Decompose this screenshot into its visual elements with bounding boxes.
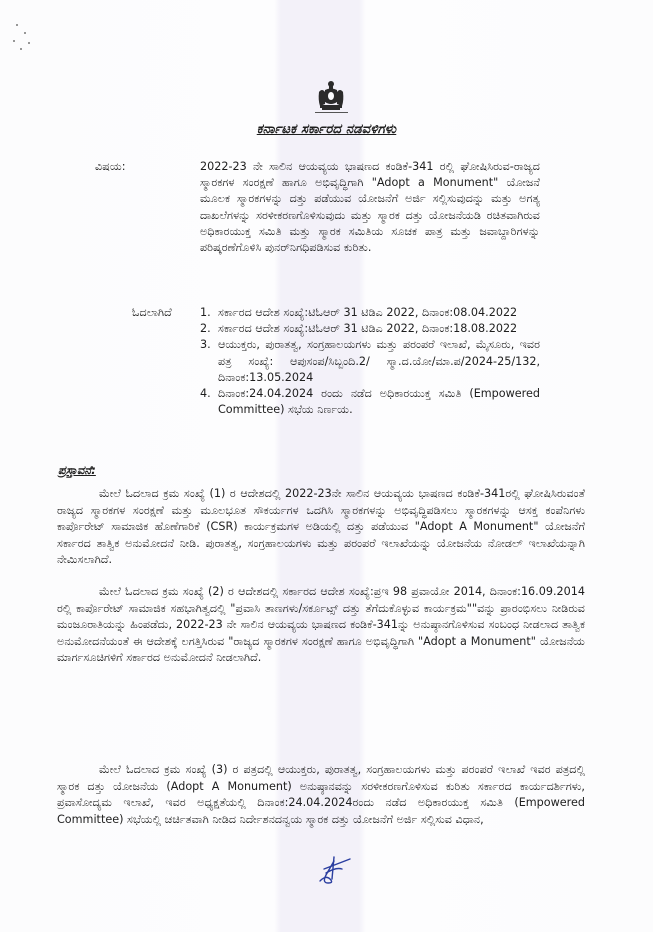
reference-text: ಸರ್ಕಾರದ ಆದೇಶ ಸಂಖ್ಯೆ:ಟಿಓಆರ್ 31 ಟಿಡಿಎ 2022, ದಿನಾಂಕ:08.04.2022: [218, 306, 518, 319]
subject-label: ವಿಷಯ:: [95, 160, 126, 173]
reference-item: [200, 337, 540, 386]
reference-number: 1.: [200, 306, 211, 319]
reference-text: ಸರ್ಕಾರದ ಆದೇಶ ಸಂಖ್ಯೆ:ಟಿಓಆರ್ 31 ಟಿಡಿಎ 2022, ದಿನಾಂಕ:18.08.2022: [218, 322, 518, 336]
karnataka-emblem-icon: [316, 80, 346, 112]
signature-initials: [314, 853, 354, 887]
scan-specks: [10, 22, 40, 62]
preamble-paragraph-3: ಮೇಲೆ ಓದಲಾದ ಕ್ರಮ ಸಂಖ್ಯೆ (3) ರ ಪತ್ರದಲ್ಲಿ ಆಯುಕ್ತರು, ಪುರಾತತ್ವ, ಸಂಗ್ರಹಾಲಯಗಳು ಮತ್ತು ಪರಂಪರೆ ಇಲಾಖೆ ಇವರ ಪತ್ರದಲ್ಲಿ ಸ್ಮಾರಕ ದತ್ತು ಯೋಜನೆಯ (Adopt A Monument) ಅನುಷ್ಠಾನವನ್ನು ಸರಳೀಕರಣಗೊಳಿಸುವ ಕುರಿತು ಸರ್ಕಾರದ ಕಾರ್ಯದರ್ಶಿಗಳು, ಪ್ರವಾಸೋದ್ಯಮ ಇಲಾಖೆ, ಇವರ ಅಧ್ಯಕ್ಷತೆಯಲ್ಲಿ ದಿನಾಂಕ:24.04.2024ರಂದು ನಡೆದ ಅಧಿಕಾರಯುಕ್ತ ಸಮಿತಿ (Empowered Committee) ಸಭೆಯಲ್ಲಿ ಚರ್ಚಿತವಾಗಿ ನೀಡಿದ ನಿರ್ದೇಶನದನ್ವಯ ಸ್ಮಾರಕ ದತ್ತು ಯೋಜನೆಗೆ ಅರ್ಜಿ ಸಲ್ಲಿಸುವ ವಿಧಾನ,: [57, 763, 585, 826]
reference-number: 2.: [200, 322, 211, 336]
subject-text: 2022-23 ನೇ ಸಾಲಿನ ಆಯವ್ಯಯ ಭಾಷಣದ ಕಂಡಿಕೆ-341 ರಲ್ಲಿ ಘೋಷಿಸಿರುವ-ರಾಜ್ಯದ ಸ್ಮಾರಕಗಳ ಸಂರಕ್ಷಣೆ ಹಾಗೂ ಅಭಿವೃದ್ಧಿಗಾಗಿ "Adopt a Monument" ಯೋಜನೆ ಮೂಲಕ ಸ್ಮಾರಕಗಳನ್ನು ದತ್ತು ಪಡೆಯುವ ಯೋಜನೆಗೆ ಅರ್ಜಿ ಸಲ್ಲಿಸುವುದನ್ನು ಮತ್ತು ಅಗತ್ಯ ದಾಖಲೆಗಳನ್ನು ಸರಳೀಕರಣಗೊಳಿಸುವುದು ಮತ್ತು ಸ್ಮಾರಕ ದತ್ತು ಯೋಜನೆಯಡಿ ರಚಿತವಾಗಿರುವ ಅಧಿಕಾರಯುಕ್ತ ಸಮಿತಿ ಮತ್ತು ಸ್ಮಾರಕ ಸಮಿತಿಯ ಸೂಚಕ ಪಾತ್ರ ಮತ್ತು ಜವಾಬ್ದಾರಿಗಳನ್ನು ಪರಿಷ್ಕರಣೆಗೊಳಿಸಿ ಪುನರ್‌ನಿಗಧಿಪಡಿಸುವ ಕುರಿತು.: [200, 160, 540, 255]
reference-item: [200, 321, 540, 337]
reference-item: [200, 305, 540, 321]
reference-number: 3.: [200, 338, 211, 352]
references-label: ಓದಲಾಗಿದೆ: [132, 306, 172, 319]
references-list: [200, 305, 540, 418]
reference-text: ದಿನಾಂಕ:24.04.2024 ರಂದು ನಡೆದ ಅಧಿಕಾರಯುಕ್ತ ಸಮಿತಿ (Empowered Committee) ಸಭೆಯ ನಿರ್ಣಯ.: [218, 387, 540, 417]
reference-item: [200, 386, 540, 418]
reference-text: ಆಯುಕ್ತರು, ಪುರಾತತ್ವ, ಸಂಗ್ರಹಾಲಯಗಳು ಮತ್ತು ಪರಂಪರೆ ಇಲಾಖೆ, ಮೈಸೂರು, ಇವರ ಪತ್ರ ಸಂಖ್ಯೆ: ಆಪುಸಂಪ/ಸಿಬ್ಬಂದಿ.2/ ಸ್ಮಾ.ದ.ಯೋ/ಮಾ.ಪ/2024-25/132, ದಿನಾಂಕ:13.05.2024: [218, 338, 540, 384]
reference-number: 4.: [200, 387, 211, 401]
document-title: ಕರ್ನಾಟಕ ಸರ್ಕಾರದ ನಡವಳಿಗಳು: [256, 122, 397, 137]
preamble-paragraph-1: ಮೇಲೆ ಓದಲಾದ ಕ್ರಮ ಸಂಖ್ಯೆ (1) ರ ಆದೇಶದಲ್ಲಿ 2022-23ನೇ ಸಾಲಿನ ಆಯವ್ಯಯ ಭಾಷಣದ ಕಂಡಿಕೆ-341ರಲ್ಲಿ ಘೋಷಿಸಿರುವಂತೆ ರಾಜ್ಯದ ಸ್ಮಾರಕಗಳ ಸಂರಕ್ಷಣೆ ಮತ್ತು ಮೂಲಭೂತ ಸೌಕರ್ಯಗಳ ಒದಗಿಸಿ ಸ್ಮಾರಕಗಳನ್ನು ಅಭಿವೃದ್ಧಿಪಡಿಸಲು ಸ್ಮಾರಕಗಳನ್ನು ಆಸಕ್ತ ಕಂಪೆನಿಗಳು ಕಾರ್ಪೊರೇಟ್ ಸಾಮಾಜಿಕ ಹೊಣೆಗಾರಿಕೆ (CSR) ಕಾರ್ಯಕ್ರಮಗಳ ಅಡಿಯಲ್ಲಿ ದತ್ತು ಪಡೆಯುವ "Adopt A Monument" ಯೋಜನೆಗೆ ಸರ್ಕಾರದ ತಾತ್ವಿಕ ಅನುಮೋದನೆ ನೀಡಿ. ಪುರಾತತ್ವ, ಸಂಗ್ರಹಾಲಯಗಳು ಮತ್ತು ಪರಂಪರೆ ಇಲಾಖೆಯನ್ನು ಯೋಜನೆಯ ನೋಡಲ್ ಇಲಾಖೆಯನ್ನಾಗಿ ನೇಮಿಸಲಾಗಿದೆ.: [57, 487, 585, 567]
preamble-paragraph-2: ಮೇಲೆ ಓದಲಾದ ಕ್ರಮ ಸಂಖ್ಯೆ (2) ರ ಆದೇಶದಲ್ಲಿ ಸರ್ಕಾರದ ಆದೇಶ ಸಂಖ್ಯೆ:ಪ್ರಇ 98 ಪ್ರವಾಯೋ 2014, ದಿನಾಂಕ:16.09.2014 ರಲ್ಲಿ ಕಾರ್ಪೊರೇಟ್ ಸಾಮಾಜಿಕ ಸಹಭಾಗಿತ್ವದಲ್ಲಿ "ಪ್ರವಾಸಿ ತಾಣಗಳು/ಸರ್ಕೂಟ್ಸ್ ದತ್ತು ತೆಗೆದುಕೊಳ್ಳುವ ಕಾರ್ಯಕ್ರಮ""ವನ್ನು ಪ್ರಾರಂಭಿಸಲು ನೀಡಿರುವ ಮಂಜೂರಾತಿಯನ್ನು ಹಿಂಪಡೆದು, 2022-23 ನೇ ಸಾಲಿನ ಆಯವ್ಯಯ ಭಾಷಣದ ಕಂಡಿಕೆ-341ನ್ನು ಅನುಷ್ಠಾನಗೊಳಿಸುವ ಸಂಬಂಧ ನೀಡಲಾದ ತಾತ್ವಿಕ ಅನುಮೋದನೆಯಂತೆ ಈ ಆದೇಶಕ್ಕೆ ಲಗತ್ತಿಸಿರುವ "ರಾಜ್ಯದ ಸ್ಮಾರಕಗಳ ಸಂರಕ್ಷಣೆ ಹಾಗೂ ಅಭಿವೃದ್ಧಿಗಾಗಿ "Adopt a Monument" ಯೋಜನೆಯ ಮಾರ್ಗಸೂಚಿಗಳಿಗೆ ಸರ್ಕಾರದ ಅನುಮೋದನೆ ನೀಡಲಾಗಿದೆ.: [57, 585, 585, 665]
emblem-underline: [315, 112, 348, 113]
preamble-heading: ಪ್ರಸ್ತಾವನೆ:: [58, 463, 96, 477]
